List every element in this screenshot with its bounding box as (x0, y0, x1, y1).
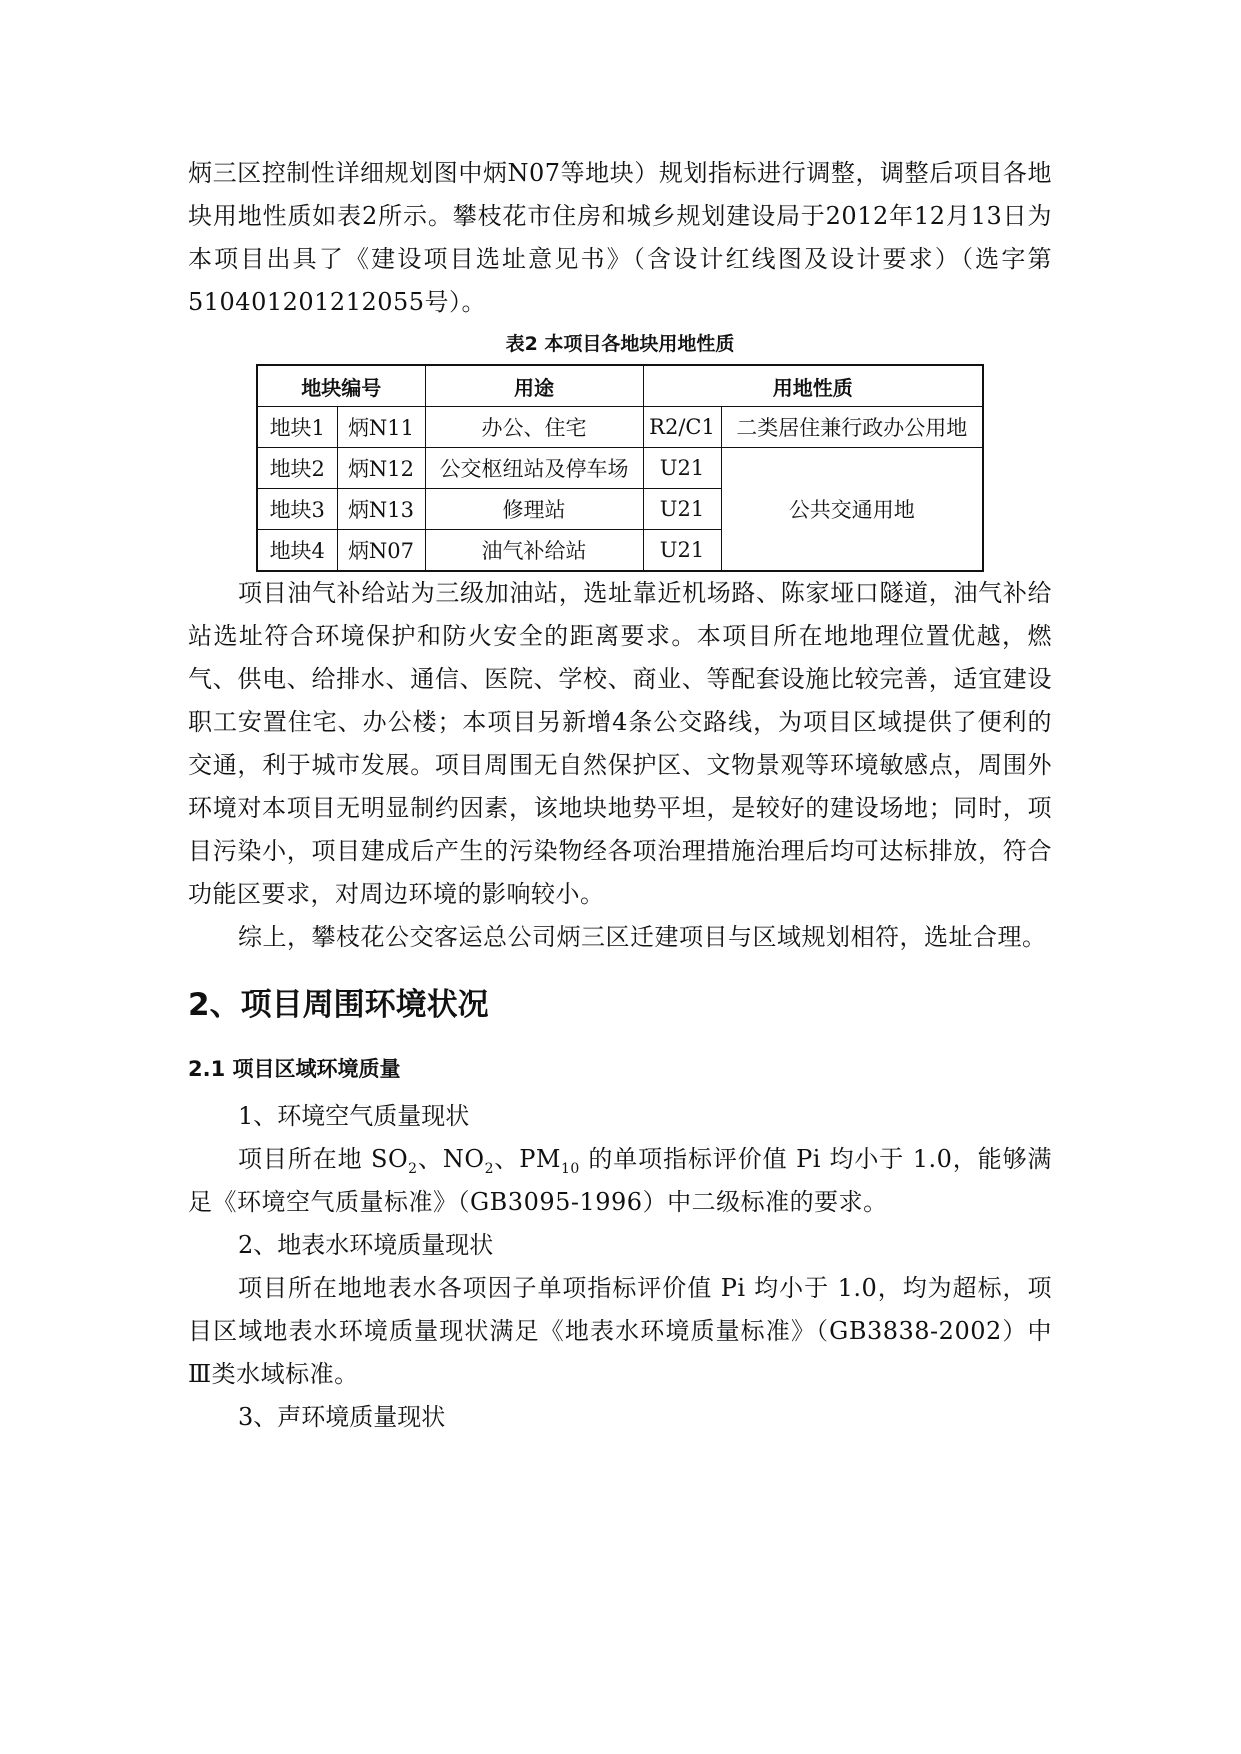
cell-class: U21 (643, 448, 721, 489)
header-land-nature: 用地性质 (643, 365, 983, 407)
cell-use: 修理站 (425, 489, 643, 530)
table-header-row (257, 365, 983, 407)
header-plot-no: 地块编号 (257, 365, 425, 407)
table-row (257, 448, 983, 489)
cell-plot: 地块3 (257, 489, 337, 530)
pm10-subscript: 10 (561, 1160, 580, 1177)
table-caption: 表2 本项目各地块用地性质 (505, 333, 735, 355)
cell-nature: 二类居住兼行政办公用地 (721, 407, 983, 448)
air-text-c: 、PM (493, 1145, 562, 1173)
cell-code: 炳N12 (337, 448, 425, 489)
air-quality-heading: 1、环境空气质量现状 (238, 1102, 470, 1130)
cell-code: 炳N11 (337, 407, 425, 448)
cell-plot: 地块1 (257, 407, 337, 448)
header-use: 用途 (425, 365, 643, 407)
air-text-a: 项目所在地 SO (238, 1145, 409, 1173)
cell-class: U21 (643, 489, 721, 530)
air-quality-paragraph (188, 1138, 1052, 1224)
surface-water-heading: 2、地表水环境质量现状 (238, 1231, 494, 1259)
cell-class: R2/C1 (643, 407, 721, 448)
cell-code: 炳N07 (337, 530, 425, 572)
air-text-d: 的单项指标评价值 Pi 均小于 1.0，能够满足《环境空气质量标准》（GB3095-1996）中二级标准的要求。 (188, 1145, 1052, 1216)
summary-paragraph: 综上，攀枝花公交客运总公司炳三区迁建项目与区域规划相符，选址合理。 (238, 923, 1047, 951)
cell-use: 油气补给站 (425, 530, 643, 572)
noise-heading: 3、声环境质量现状 (238, 1403, 446, 1431)
intro-paragraph: 炳三区控制性详细规划图中炳N07等地块）规划指标进行调整，调整后项目各地块用地性质如表2所示。攀枝花市住房和城乡规划建设局于2012年12月13日为本项目出具了《建设项目选址意见书》（含设计红线图及设计要求）（选字第510401201212055号）。 (188, 159, 1052, 316)
cell-nature-merged: 公共交通用地 (721, 448, 983, 572)
cell-plot: 地块2 (257, 448, 337, 489)
cell-plot: 地块4 (257, 530, 337, 572)
cell-use: 办公、住宅 (425, 407, 643, 448)
cell-class: U21 (643, 530, 721, 572)
air-text-b: 、NO (417, 1145, 485, 1173)
cell-code: 炳N13 (337, 489, 425, 530)
subsection-2-1-heading: 2.1 项目区域环境质量 (188, 1057, 401, 1081)
so2-subscript: 2 (408, 1160, 418, 1177)
land-use-table (256, 364, 984, 572)
cell-use: 公交枢纽站及停车场 (425, 448, 643, 489)
table-row (257, 407, 983, 448)
site-paragraph: 项目油气补给站为三级加油站，选址靠近机场路、陈家垭口隧道，油气补给站选址符合环境保护和防火安全的距离要求。本项目所在地地理位置优越，燃气、供电、给排水、通信、医院、学校、商业、等配套设施比较完善，适宜建设职工安置住宅、办公楼；本项目另新增4条公交路线，为项目区域提供了便利的交通，利于城市发展。项目周围无自然保护区、文物景观等环境敏感点，周围外环境对本项目无明显制约因素，该地块地势平坦，是较好的建设场地；同时，项目污染小，项目建成后产生的污染物经各项治理措施治理后均可达标排放，符合功能区要求，对周边环境的影响较小。 (188, 579, 1052, 908)
surface-water-paragraph: 项目所在地地表水各项因子单项指标评价值 Pi 均小于 1.0，均为超标，项目区域地表水环境质量现状满足《地表水环境质量标准》（GB3838-2002）中Ⅲ类水域标准。 (188, 1274, 1052, 1388)
no2-subscript: 2 (484, 1160, 494, 1177)
section-2-heading: 2、项目周围环境状况 (188, 987, 489, 1023)
document-page (188, 152, 1052, 1439)
